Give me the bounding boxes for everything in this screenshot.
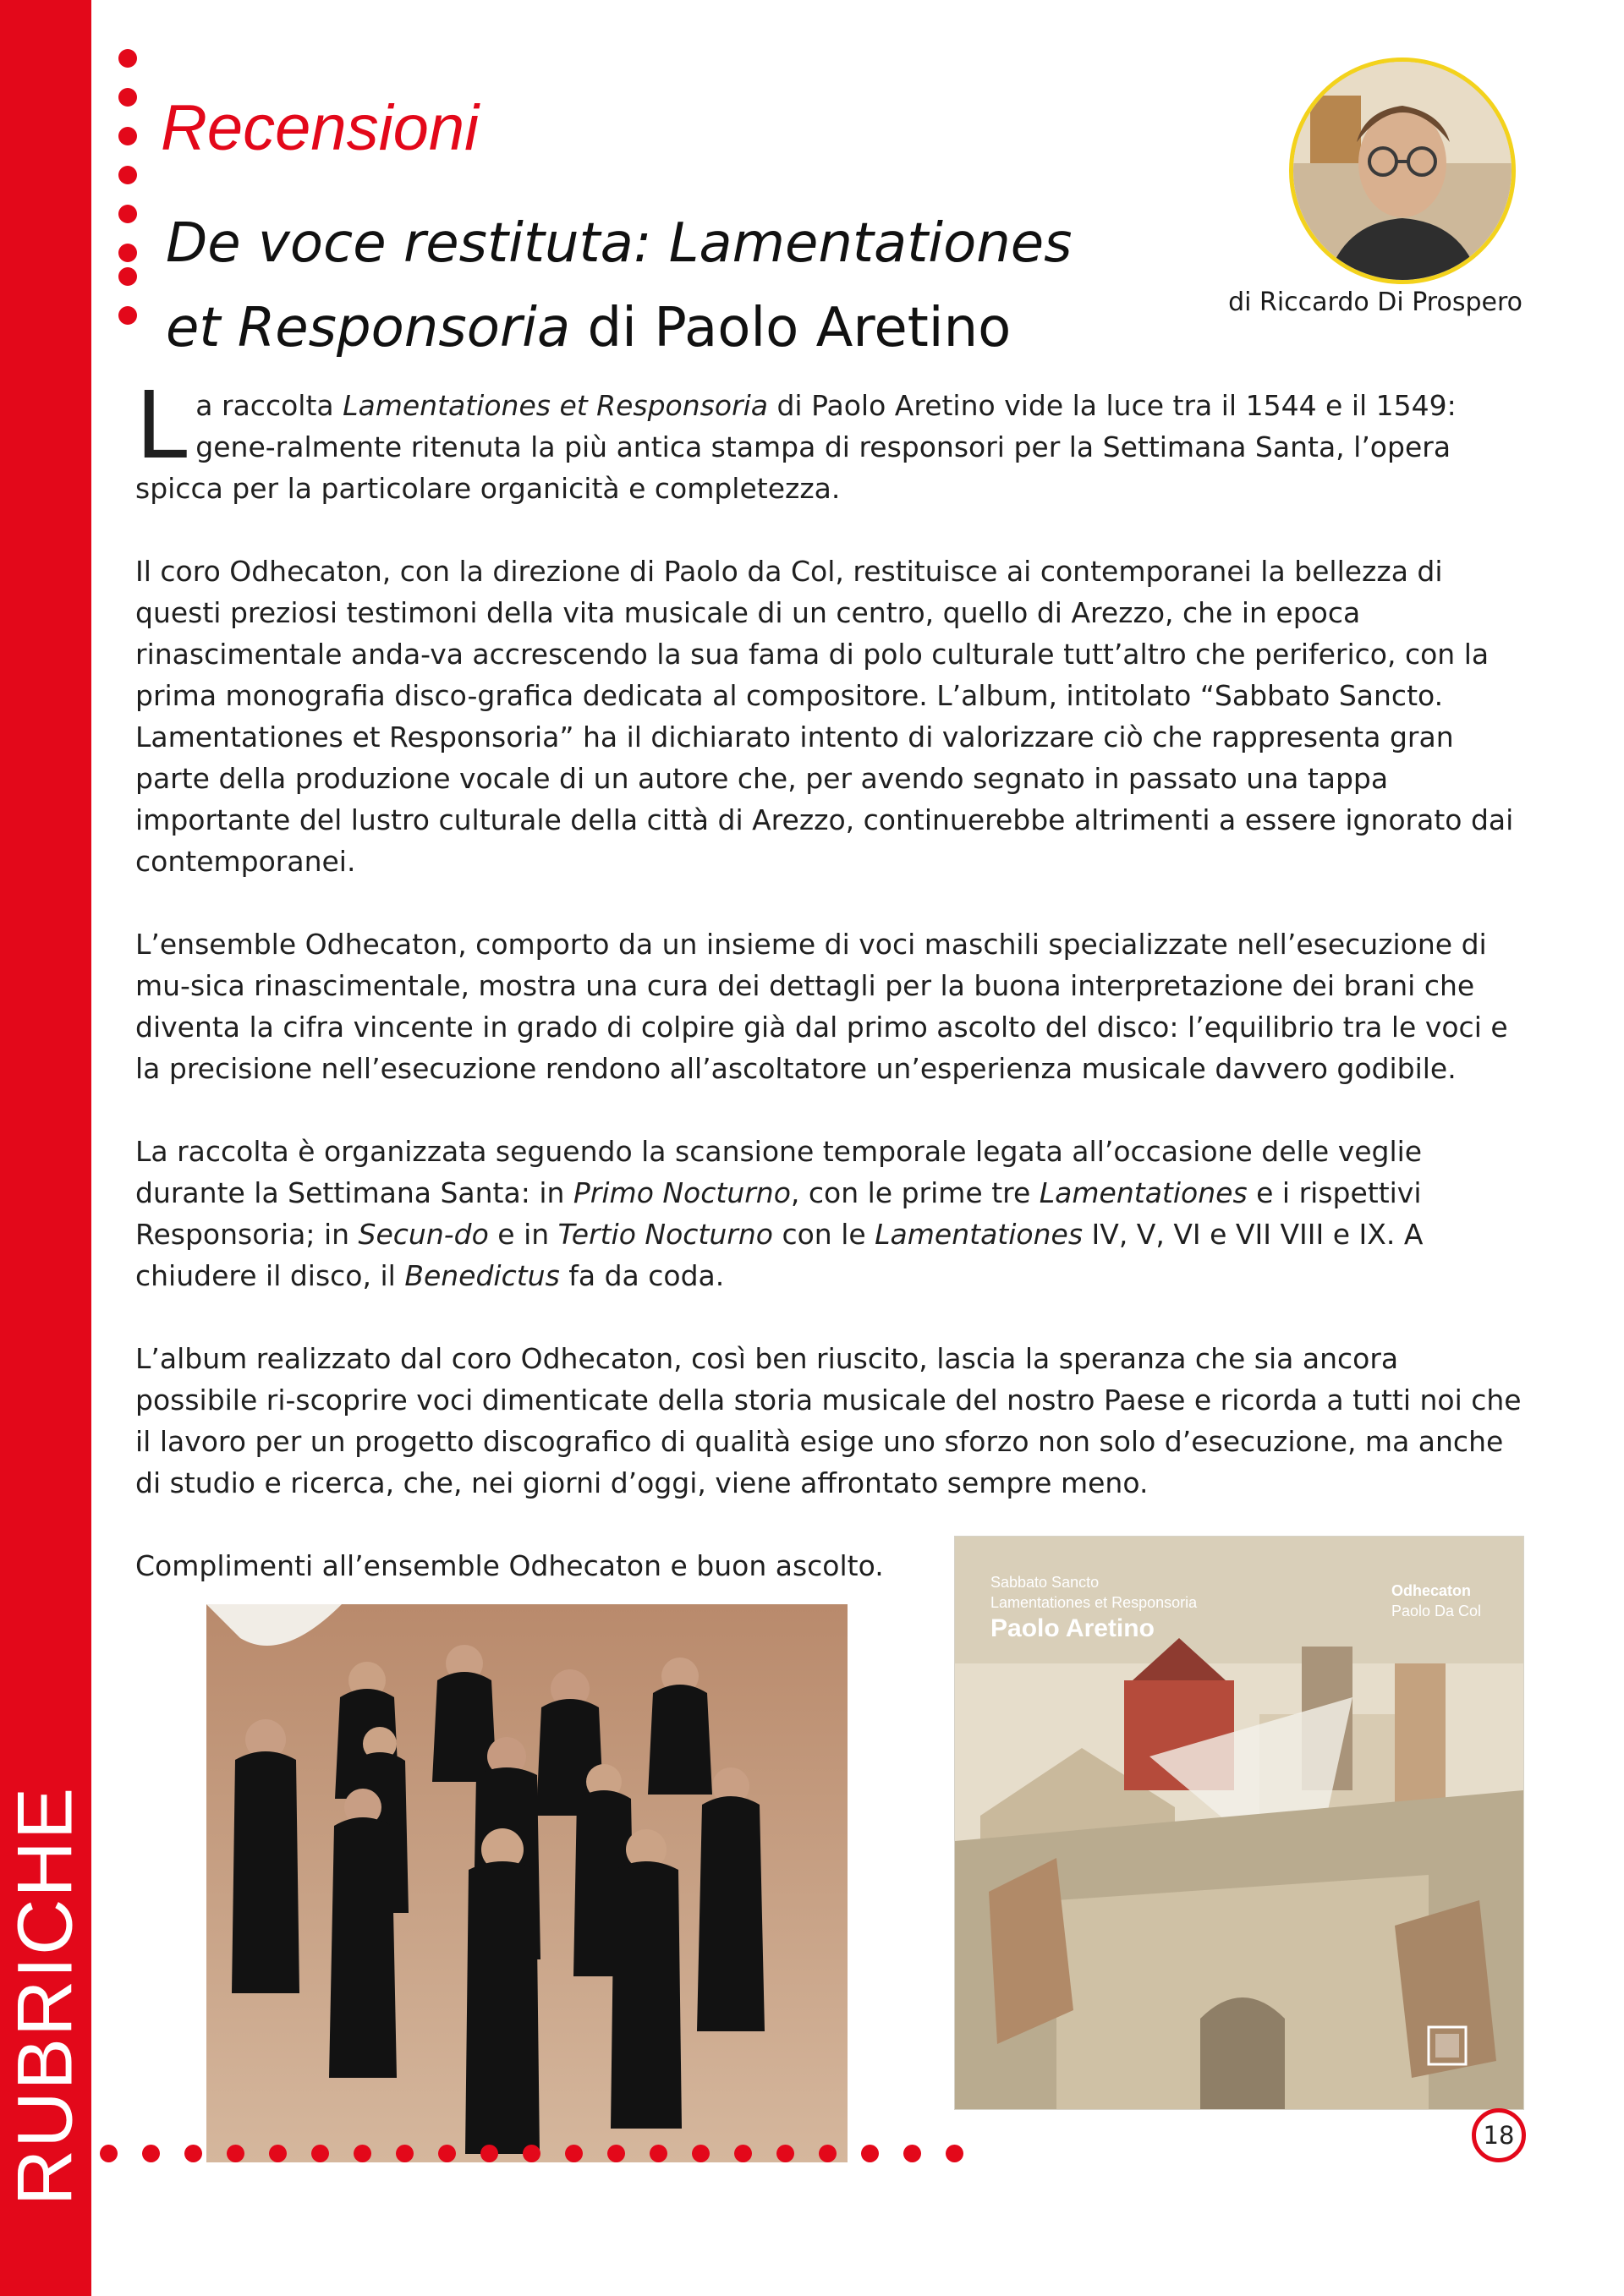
title-italic-part: et Responsoria	[166, 297, 571, 359]
title-author-part: di Paolo Aretino	[570, 297, 1012, 359]
title-line1: De voce restituta: Lamentationes	[166, 212, 1073, 275]
article-title	[166, 201, 1164, 370]
ensemble-group-photo	[206, 1604, 848, 2162]
paragraph-1: La raccolta Lamentationes et Responsoria di Paolo Aretino vide la luce tra il 1544 e il 1549: gene-ralmente ritenuta la più antica stampa di responsori per la Settimana Santa, l’opera spicca per la particolare organicità e completezza.	[135, 371, 1457, 505]
article-body	[135, 371, 1522, 1628]
sidebar	[0, 0, 91, 2296]
paragraph-4: La raccolta è organizzata seguendo la scansione temporale legata all’occasione delle veglie durante la Settimana Santa: in Primo Nocturno, con le prime tre Lamentationes e i rispettivi Responsoria; in Secun-do e in Tertio Nocturno con le Lamentationes IV, V, VI e VII VIII e IX. A chiudere il disco, il Benedictus fa da coda.	[135, 1135, 1424, 1292]
album-ensemble: Odhecaton	[1391, 1582, 1472, 1599]
decorative-dots-vertical	[118, 49, 144, 320]
page-number: 18	[1472, 2108, 1526, 2162]
album-line1: Sabbato Sancto	[990, 1574, 1100, 1591]
section-rubric-label: RUBRICHE	[2, 1785, 89, 2206]
paragraph-5: L’album realizzato dal coro Odhecaton, così ben riuscito, lascia la speranza che sia ancora possibile ri-scoprire voci dimenticate della storia musicale del nostro Paese e ricorda a tutti noi che il lavoro per un progetto discografico di qualità esige uno sforzo non solo d’esecuzione, ma anche di studio e ricerca, che, nei giorni d’oggi, viene affrontato sempre meno.	[135, 1342, 1522, 1499]
album-line2: Lamentationes et Responsoria	[990, 1594, 1198, 1611]
section-title: Recensioni	[161, 92, 479, 164]
album-composer: Paolo Aretino	[990, 1614, 1155, 1642]
paragraph-2: Il coro Odhecaton, con la direzione di Paolo da Col, restituisce ai contemporanei la bellezza di questi preziosi testimoni della vita musicale di un centro, quello di Arezzo, che in epoca rinascimentale anda-va accrescendo la sua fama di polo culturale tutt’altro che periferico, con la prima monografia disco-grafica dedicata al compositore. L’album, intitolato “Sabbato Sancto. Lamentationes et Responsoria” ha il dichiarato intento di valorizzare ciò che rappresenta gran parte della produzione vocale di un autore che, per avendo segnato in passato una tappa importante del lustro culturale della città di Arezzo, continuerebbe altrimenti a essere ignorato dai contemporanei.	[135, 555, 1514, 878]
paragraph-6: Complimenti all’ensemble Odhecaton e buon ascolto.	[135, 1549, 884, 1582]
author-byline: di Riccardo Di Prospero	[1228, 288, 1522, 317]
paragraph-3: L’ensemble Odhecaton, comporto da un insieme di voci maschili specializzate nell’esecuzione di mu-sica rinascimentale, mostra una cura dei dettagli per la buona interpretazione dei brani che diventa la cifra vincente in grado di colpire già dal primo ascolto del disco: l’equilibrio tra le voci e la precisione nell’esecuzione rendono all’ascoltatore un’esperienza musicale davvero godibile.	[135, 928, 1508, 1085]
drop-cap: L	[135, 371, 188, 479]
author-photo	[1289, 58, 1516, 284]
album-cover	[954, 1536, 1524, 2110]
album-director: Paolo Da Col	[1391, 1603, 1482, 1619]
decorative-dots-horizontal	[100, 2145, 988, 2168]
